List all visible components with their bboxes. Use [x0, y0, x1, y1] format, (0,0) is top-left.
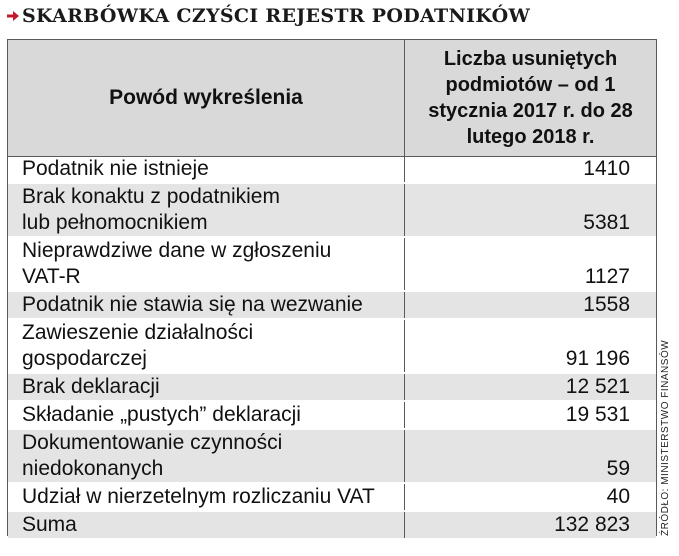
row-label: [8, 402, 404, 428]
table-row: [8, 156, 656, 184]
row-label-line: Brak deklaracji: [22, 375, 160, 398]
table-header: [8, 40, 656, 157]
row-value: 1410: [404, 156, 656, 182]
row-label: [8, 238, 404, 290]
row-label-line: Suma: [22, 513, 77, 536]
row-value: 5381: [404, 184, 656, 236]
chart-title: SKARBÓWKA CZYŚCI REJESTR PODATNIKÓW: [22, 5, 531, 27]
table-row: [8, 484, 656, 512]
row-label: [8, 184, 404, 236]
row-label-line: Brak konaktu z podatnikiem: [22, 185, 280, 208]
row-label-line: Zawieszenie działalności: [22, 321, 254, 344]
row-label-line: lub pełnomocnikiem: [22, 211, 208, 234]
source-note: ŹRÓDŁO: MINISTERSTWO FINANSÓW: [660, 339, 671, 536]
arrow-right-icon: [6, 9, 20, 23]
row-label-line: niedokonanych: [22, 457, 164, 480]
row-label-line: Podatnik nie istnieje: [22, 157, 209, 180]
row-label: [8, 512, 404, 538]
table-row: [8, 374, 656, 402]
row-label: [8, 156, 404, 182]
row-label-line: gospodarczej: [22, 347, 147, 370]
row-value: 19 531: [404, 402, 656, 428]
row-label-line: Udział w nierzetelnym rozliczaniu VAT: [22, 485, 375, 508]
row-label: [8, 484, 404, 510]
row-label: [8, 320, 404, 372]
row-value: 1558: [404, 292, 656, 318]
column-header-reason: Powód wykreślenia: [109, 86, 303, 109]
row-value: 40: [404, 484, 656, 510]
row-value: 1127: [404, 238, 656, 290]
row-value: 132 823: [404, 512, 656, 538]
row-value: 59: [404, 430, 656, 482]
row-label-line: Składanie „pustych” deklaracji: [22, 403, 301, 426]
row-value: 12 521: [404, 374, 656, 400]
table-body: [8, 156, 656, 538]
row-label-line: Dokumentowanie czynności: [22, 431, 283, 454]
data-table: [7, 39, 657, 536]
title-bar: [6, 2, 530, 30]
row-label: [8, 430, 404, 482]
row-label: [8, 374, 404, 400]
row-label: [8, 292, 404, 318]
row-label-line: Podatnik nie stawia się na wezwanie: [22, 293, 363, 316]
table-row: [8, 184, 656, 238]
table-row: [8, 292, 656, 320]
table-row: [8, 320, 656, 374]
row-label-line: Nieprawdziwe dane w zgłoszeniu: [22, 239, 332, 262]
table-row: [8, 430, 656, 484]
row-label-line: VAT-R: [22, 265, 81, 288]
column-header-count: Liczba usuniętych podmiotów – od 1 stycznia 2017 r. do 28 lutego 2018 r.: [404, 40, 656, 156]
table-row: [8, 238, 656, 292]
table-row: [8, 402, 656, 430]
row-value: 91 196: [404, 320, 656, 372]
table-row: [8, 512, 656, 538]
